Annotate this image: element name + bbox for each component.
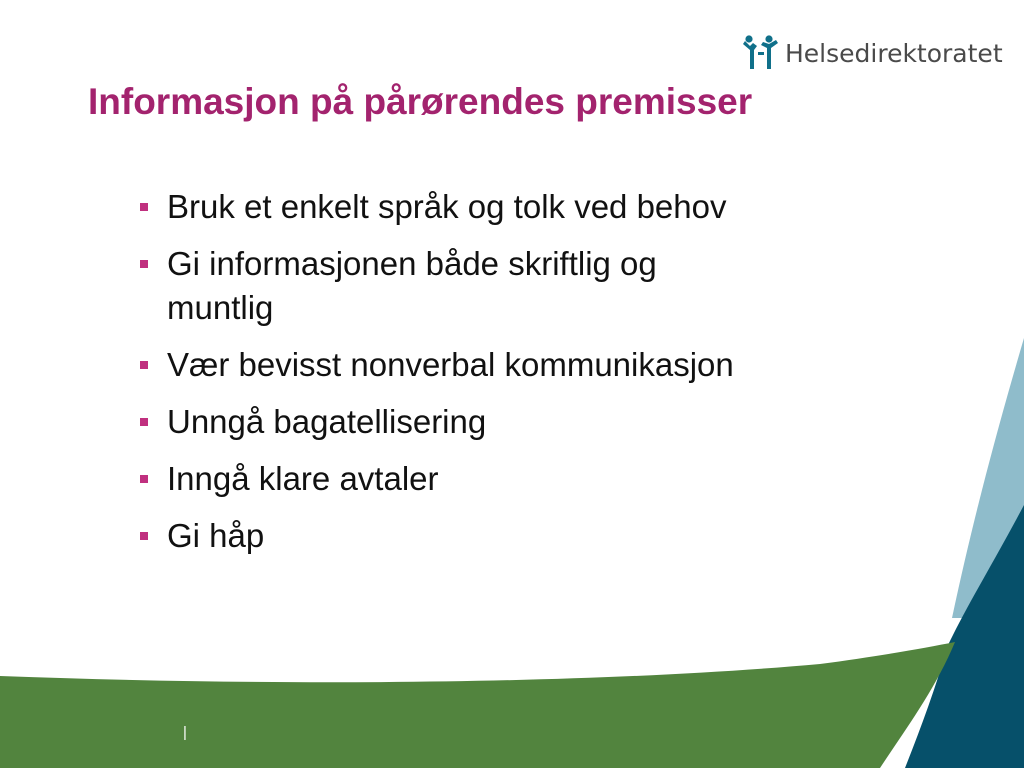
square-bullet-icon xyxy=(140,532,148,540)
helsedirektoratet-logo xyxy=(741,34,1003,72)
bullet-item xyxy=(138,514,898,558)
bullet-item xyxy=(138,185,898,229)
bullet-text: Bruk et enkelt språk og tolk ved behov xyxy=(167,188,727,225)
bullet-text: Unngå bagatellisering xyxy=(167,403,487,440)
bullet-text: Gi håp xyxy=(167,517,265,554)
green-band xyxy=(0,642,955,768)
logo-text: Helsedirektoratet xyxy=(785,38,1003,68)
bullet-item xyxy=(138,343,898,387)
bullet-item xyxy=(138,242,767,330)
bullet-item xyxy=(138,400,898,444)
square-bullet-icon xyxy=(140,361,148,369)
dark-teal-wedge xyxy=(905,505,1024,768)
helsedirektoratet-figures-icon xyxy=(741,34,781,72)
square-bullet-icon xyxy=(140,260,148,268)
bullet-list xyxy=(138,185,898,571)
bullet-text: Gi informasjonen både skriftlig og muntlig xyxy=(167,245,657,326)
footer-separator: | xyxy=(183,724,187,741)
square-bullet-icon xyxy=(140,475,148,483)
bullet-text: Vær bevisst nonverbal kommunikasjon xyxy=(167,346,734,383)
square-bullet-icon xyxy=(140,418,148,426)
bullet-item xyxy=(138,457,898,501)
bullet-text: Inngå klare avtaler xyxy=(167,460,439,497)
square-bullet-icon xyxy=(140,203,148,211)
slide-title: Informasjon på pårørendes premisser xyxy=(88,81,753,122)
